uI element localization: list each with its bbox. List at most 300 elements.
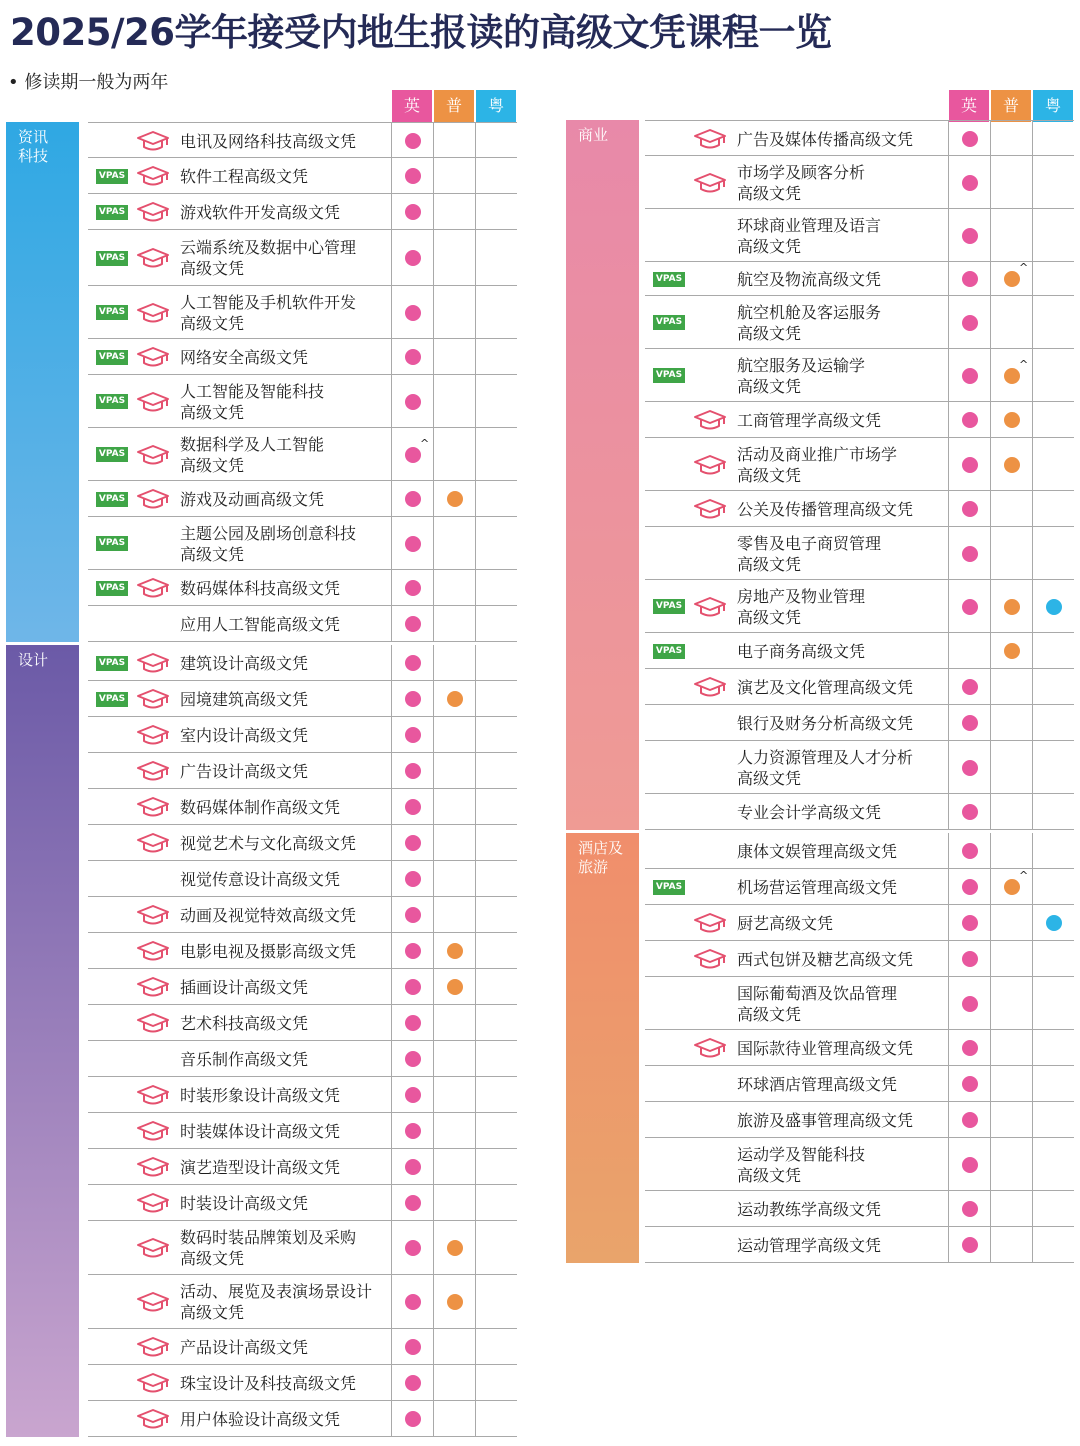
- graduation-cap-icon: [136, 346, 170, 368]
- language-cell-en: [391, 606, 433, 641]
- course-row: [88, 428, 517, 481]
- language-cell-yue: [475, 375, 517, 427]
- language-cell-pu: [990, 156, 1032, 208]
- course-name: 云端系统及数据中心管理 高级文凭: [180, 238, 357, 278]
- availability-dot-yue: [1046, 915, 1062, 931]
- language-cell-pu: [433, 194, 475, 229]
- course-row: [645, 833, 1074, 869]
- language-cell-en: [391, 286, 433, 338]
- course-name: 运动教练学高级文凭: [737, 1199, 882, 1219]
- language-cell-yue: [1032, 905, 1074, 940]
- language-cell-yue: [475, 933, 517, 968]
- graduation-cap-icon: [136, 130, 170, 152]
- language-cell-en: [948, 580, 990, 632]
- language-cell-pu: [990, 977, 1032, 1029]
- course-name: 航空机舱及客运服务 高级文凭: [737, 302, 882, 343]
- footnote-caret-mark: ^: [1019, 261, 1029, 274]
- language-cell-pu: [433, 428, 475, 480]
- graduation-cap-icon: [136, 391, 170, 413]
- vpas-badge: VPAS: [96, 581, 128, 596]
- course-name: 航空及物流高级文凭: [737, 269, 882, 289]
- language-cell-en: [391, 1041, 433, 1076]
- language-cell-pu: [433, 897, 475, 932]
- vpas-badge: VPAS: [96, 251, 128, 266]
- availability-dot-en: [405, 727, 421, 743]
- course-name: 数据科学及人工智能 高级文凭: [180, 434, 325, 475]
- language-cell-pu: [990, 705, 1032, 740]
- course-name: 时装媒体设计高级文凭: [180, 1121, 341, 1141]
- language-cell-en: [948, 1102, 990, 1137]
- course-row: [645, 741, 1074, 794]
- language-cell-yue: [475, 717, 517, 752]
- course-row: [645, 1030, 1074, 1066]
- language-cell-yue: [1032, 438, 1074, 490]
- availability-dot-en: [405, 1015, 421, 1031]
- language-cell-pu: [990, 941, 1032, 976]
- graduation-cap-icon: [693, 128, 727, 150]
- availability-dot-pu: [1004, 271, 1020, 287]
- language-cell-pu: [990, 527, 1032, 579]
- category-label: 资讯 科技: [18, 128, 49, 165]
- language-cell-yue: [1032, 669, 1074, 704]
- course-row: [88, 1113, 517, 1149]
- graduation-cap-icon: [693, 498, 727, 520]
- course-row: [645, 669, 1074, 705]
- course-row: [645, 905, 1074, 941]
- course-name: 银行及财务分析高级文凭: [737, 713, 914, 733]
- language-header-en: 英: [949, 90, 989, 122]
- availability-dot-en: [962, 1157, 978, 1173]
- course-row: [88, 1077, 517, 1113]
- course-row: [645, 120, 1074, 156]
- availability-dot-en: [405, 536, 421, 552]
- category-bar: [566, 120, 639, 830]
- language-cell-en: [948, 527, 990, 579]
- course-name: 航空服务及运输学 高级文凭: [737, 355, 866, 396]
- graduation-cap-icon: [136, 488, 170, 510]
- language-cell-en: [391, 825, 433, 860]
- course-name: 室内设计高级文凭: [180, 725, 309, 745]
- graduation-cap-icon: [136, 1084, 170, 1106]
- vpas-badge: VPAS: [96, 169, 128, 184]
- course-name: 插画设计高级文凭: [180, 977, 309, 997]
- availability-dot-en: [962, 457, 978, 473]
- course-name: 游戏软件开发高级文凭: [180, 202, 341, 222]
- graduation-cap-icon: [136, 165, 170, 187]
- graduation-cap-icon: [136, 1192, 170, 1214]
- language-cell-pu: [990, 794, 1032, 829]
- language-cell-pu: [990, 491, 1032, 526]
- language-cell-yue: [475, 570, 517, 605]
- course-row: [88, 517, 517, 570]
- language-cell-pu: [990, 580, 1032, 632]
- language-cell-pu: [990, 402, 1032, 437]
- availability-dot-en: [405, 763, 421, 779]
- language-cell-yue: [475, 825, 517, 860]
- availability-dot-en: [405, 349, 421, 365]
- language-header-pu: 普: [991, 90, 1031, 122]
- availability-dot-en: [405, 447, 421, 463]
- course-row: [645, 1138, 1074, 1191]
- language-cell-en: [391, 1077, 433, 1112]
- graduation-cap-icon: [693, 454, 727, 476]
- graduation-cap-icon: [136, 1336, 170, 1358]
- course-row: [645, 491, 1074, 527]
- course-name: 运动管理学高级文凭: [737, 1235, 882, 1255]
- language-cell-yue: [475, 339, 517, 374]
- language-cell-pu: [990, 833, 1032, 868]
- vpas-badge: VPAS: [96, 350, 128, 365]
- course-name: 环球商业管理及语言 高级文凭: [737, 215, 882, 256]
- vpas-badge: VPAS: [653, 272, 685, 287]
- graduation-cap-icon: [693, 409, 727, 431]
- language-cell-en: [391, 428, 433, 480]
- language-cell-en: [391, 481, 433, 516]
- language-cell-pu: [433, 753, 475, 788]
- language-cell-yue: [475, 606, 517, 641]
- footnote-caret-mark: ^: [1019, 357, 1029, 371]
- course-name: 时装设计高级文凭: [180, 1193, 309, 1213]
- language-cell-yue: [475, 286, 517, 338]
- vpas-badge: VPAS: [653, 644, 685, 659]
- language-cell-yue: [1032, 794, 1074, 829]
- course-row: [645, 402, 1074, 438]
- language-cell-en: [391, 517, 433, 569]
- availability-dot-en: [962, 951, 978, 967]
- language-cell-yue: [1032, 833, 1074, 868]
- availability-dot-en: [405, 1087, 421, 1103]
- language-cell-yue: [475, 753, 517, 788]
- language-cell-pu: [433, 123, 475, 157]
- availability-dot-en: [962, 760, 978, 776]
- availability-dot-en: [405, 168, 421, 184]
- language-cell-pu: [433, 861, 475, 896]
- vpas-badge: VPAS: [653, 880, 685, 895]
- course-name: 用户体验设计高级文凭: [180, 1409, 341, 1429]
- availability-dot-en: [405, 979, 421, 995]
- course-name: 活动、展览及表演场景设计 高级文凭: [180, 1282, 373, 1322]
- course-row: [645, 794, 1074, 830]
- language-cell-yue: [475, 1113, 517, 1148]
- language-cell-en: [948, 121, 990, 155]
- language-cell-pu: [990, 669, 1032, 704]
- vpas-badge: VPAS: [96, 447, 128, 462]
- language-cell-yue: [475, 681, 517, 716]
- language-cell-en: [391, 933, 433, 968]
- availability-dot-en: [962, 1201, 978, 1217]
- language-cell-en: [948, 869, 990, 904]
- course-row: [645, 580, 1074, 633]
- language-cell-yue: [1032, 262, 1074, 295]
- availability-dot-en: [962, 1237, 978, 1253]
- language-cell-pu: [433, 717, 475, 752]
- language-cell-yue: [1032, 1227, 1074, 1262]
- graduation-cap-icon: [136, 444, 170, 466]
- course-row: [645, 209, 1074, 262]
- course-name: 演艺及文化管理高级文凭: [737, 677, 914, 697]
- language-cell-en: [948, 741, 990, 793]
- course-row: [88, 753, 517, 789]
- graduation-cap-icon: [136, 904, 170, 926]
- course-name: 数码媒体科技高级文凭: [180, 578, 341, 598]
- course-name: 软件工程高级文凭: [180, 166, 309, 186]
- course-row: [645, 1191, 1074, 1227]
- availability-dot-en: [405, 250, 421, 266]
- vpas-badge: VPAS: [96, 205, 128, 220]
- course-name: 视觉传意设计高级文凭: [180, 869, 341, 889]
- graduation-cap-icon: [693, 1037, 727, 1059]
- language-cell-en: [391, 1401, 433, 1436]
- course-row: [645, 869, 1074, 905]
- language-cell-en: [391, 717, 433, 752]
- footnote-caret-mark: ^: [1019, 869, 1029, 882]
- study-duration-note: • 修读期一般为两年: [8, 72, 169, 93]
- language-cell-yue: [475, 194, 517, 229]
- graduation-cap-icon: [136, 1012, 170, 1034]
- language-cell-pu: [990, 633, 1032, 668]
- language-cell-pu: [990, 296, 1032, 348]
- graduation-cap-icon: [136, 1372, 170, 1394]
- language-cell-yue: [475, 481, 517, 516]
- availability-dot-en: [405, 799, 421, 815]
- language-cell-en: [948, 905, 990, 940]
- course-row: [88, 339, 517, 375]
- availability-dot-pu: [447, 1240, 463, 1256]
- course-row: [645, 262, 1074, 296]
- course-name: 数码时装品牌策划及采购 高级文凭: [180, 1228, 357, 1268]
- language-cell-en: [391, 194, 433, 229]
- graduation-cap-icon: [136, 688, 170, 710]
- course-row: [88, 122, 517, 158]
- course-row: [88, 897, 517, 933]
- language-cell-pu: [433, 517, 475, 569]
- course-row: [88, 230, 517, 286]
- graduation-cap-icon: [693, 676, 727, 698]
- course-row: [88, 606, 517, 642]
- availability-dot-en: [962, 843, 978, 859]
- language-cell-yue: [1032, 491, 1074, 526]
- language-cell-en: [948, 977, 990, 1029]
- availability-dot-yue: [1046, 599, 1062, 615]
- course-name: 园境建筑高级文凭: [180, 689, 309, 709]
- availability-dot-pu: [447, 491, 463, 507]
- language-cell-pu: [990, 438, 1032, 490]
- language-cell-en: [948, 833, 990, 868]
- graduation-cap-icon: [136, 1408, 170, 1430]
- category-label: 商业: [578, 126, 609, 144]
- language-cell-yue: [475, 1041, 517, 1076]
- graduation-cap-icon: [136, 201, 170, 223]
- language-cell-yue: [475, 158, 517, 193]
- course-name: 人工智能及手机软件开发 高级文凭: [180, 292, 357, 333]
- language-cell-en: [948, 1030, 990, 1065]
- graduation-cap-icon: [693, 172, 727, 194]
- language-cell-pu: [433, 1041, 475, 1076]
- language-cell-en: [948, 349, 990, 401]
- availability-dot-en: [405, 835, 421, 851]
- language-cell-en: [391, 969, 433, 1004]
- language-cell-en: [391, 681, 433, 716]
- language-cell-yue: [1032, 580, 1074, 632]
- language-cell-en: [948, 1066, 990, 1101]
- language-cell-pu: [433, 825, 475, 860]
- language-cell-yue: [475, 1185, 517, 1220]
- graduation-cap-icon: [136, 796, 170, 818]
- graduation-cap-icon: [136, 1120, 170, 1142]
- course-row: [88, 861, 517, 897]
- course-name: 艺术科技高级文凭: [180, 1013, 309, 1033]
- availability-dot-pu: [447, 979, 463, 995]
- availability-dot-en: [405, 1411, 421, 1427]
- language-cell-yue: [475, 1149, 517, 1184]
- language-cell-pu: [433, 1149, 475, 1184]
- language-cell-pu: [990, 741, 1032, 793]
- language-cell-pu: [433, 230, 475, 285]
- course-row: [88, 789, 517, 825]
- availability-dot-en: [962, 412, 978, 428]
- language-cell-pu: [990, 905, 1032, 940]
- language-cell-yue: [1032, 349, 1074, 401]
- vpas-badge: VPAS: [96, 536, 128, 551]
- course-row: [645, 1066, 1074, 1102]
- language-cell-yue: [475, 789, 517, 824]
- language-cell-en: [391, 861, 433, 896]
- course-name: 主题公园及剧场创意科技 高级文凭: [180, 523, 357, 564]
- language-cell-pu: [433, 1275, 475, 1328]
- language-cell-pu: [433, 681, 475, 716]
- course-row: [88, 1149, 517, 1185]
- course-name: 电讯及网络科技高级文凭: [180, 131, 357, 151]
- availability-dot-en: [405, 133, 421, 149]
- language-cell-en: [391, 1005, 433, 1040]
- availability-dot-pu: [1004, 368, 1020, 384]
- language-cell-yue: [475, 1329, 517, 1364]
- language-cell-yue: [475, 645, 517, 680]
- course-name: 人力资源管理及人才分析 高级文凭: [737, 747, 914, 788]
- vpas-badge: VPAS: [653, 599, 685, 614]
- language-cell-en: [391, 1221, 433, 1274]
- course-name: 人工智能及智能科技 高级文凭: [180, 381, 325, 422]
- graduation-cap-icon: [136, 247, 170, 269]
- graduation-cap-icon: [136, 1237, 170, 1259]
- language-cell-yue: [1032, 741, 1074, 793]
- language-cell-yue: [1032, 209, 1074, 261]
- language-cell-yue: [475, 1005, 517, 1040]
- graduation-cap-icon: [136, 724, 170, 746]
- availability-dot-en: [962, 715, 978, 731]
- availability-dot-en: [405, 1159, 421, 1175]
- language-cell-pu: [990, 1227, 1032, 1262]
- course-row: [645, 1227, 1074, 1263]
- course-name: 数码媒体制作高级文凭: [180, 797, 341, 817]
- availability-dot-en: [962, 996, 978, 1012]
- graduation-cap-icon: [693, 596, 727, 618]
- course-row: [88, 1365, 517, 1401]
- course-row: [645, 296, 1074, 349]
- language-cell-yue: [1032, 869, 1074, 904]
- language-cell-yue: [1032, 1138, 1074, 1190]
- language-cell-yue: [1032, 1066, 1074, 1101]
- language-cell-yue: [1032, 527, 1074, 579]
- availability-dot-en: [962, 879, 978, 895]
- course-row: [645, 977, 1074, 1030]
- language-cell-yue: [1032, 941, 1074, 976]
- course-row: [88, 681, 517, 717]
- course-row: [645, 527, 1074, 580]
- course-name: 旅游及盛事管理高级文凭: [737, 1110, 914, 1130]
- language-cell-pu: [433, 1185, 475, 1220]
- language-cell-yue: [475, 1365, 517, 1400]
- availability-dot-en: [405, 491, 421, 507]
- course-name: 公关及传播管理高级文凭: [737, 499, 914, 519]
- language-cell-en: [948, 438, 990, 490]
- course-name: 珠宝设计及科技高级文凭: [180, 1373, 357, 1393]
- course-name: 国际葡萄酒及饮品管理 高级文凭: [737, 983, 898, 1024]
- course-name: 活动及商业推广市场学 高级文凭: [737, 444, 898, 485]
- course-row: [645, 349, 1074, 402]
- language-cell-yue: [475, 1275, 517, 1328]
- availability-dot-en: [405, 1123, 421, 1139]
- language-cell-en: [391, 375, 433, 427]
- availability-dot-pu: [1004, 457, 1020, 473]
- availability-dot-pu: [1004, 643, 1020, 659]
- language-cell-yue: [1032, 1191, 1074, 1226]
- vpas-badge: VPAS: [653, 368, 685, 383]
- graduation-cap-icon: [136, 976, 170, 998]
- course-name: 产品设计高级文凭: [180, 1337, 309, 1357]
- course-row: [88, 1401, 517, 1437]
- language-cell-yue: [1032, 402, 1074, 437]
- language-cell-pu: [990, 1191, 1032, 1226]
- course-name: 广告及媒体传播高级文凭: [737, 129, 914, 149]
- course-row: [88, 645, 517, 681]
- graduation-cap-icon: [136, 1291, 170, 1313]
- category-bar: [6, 645, 79, 1437]
- language-cell-pu: [433, 1005, 475, 1040]
- language-cell-en: [391, 123, 433, 157]
- course-row: [88, 825, 517, 861]
- language-cell-yue: [475, 123, 517, 157]
- graduation-cap-icon: [136, 577, 170, 599]
- footnote-caret-mark: ^: [420, 436, 430, 450]
- language-cell-pu: [433, 1113, 475, 1148]
- graduation-cap-icon: [136, 302, 170, 324]
- language-cell-en: [391, 158, 433, 193]
- course-row: [645, 156, 1074, 209]
- course-row: [88, 1041, 517, 1077]
- course-row: [645, 705, 1074, 741]
- course-name: 西式包饼及糖艺高级文凭: [737, 949, 914, 969]
- course-name: 电影电视及摄影高级文凭: [180, 941, 357, 961]
- language-cell-pu: [990, 1102, 1032, 1137]
- availability-dot-en: [405, 1294, 421, 1310]
- course-name: 时装形象设计高级文凭: [180, 1085, 341, 1105]
- language-cell-yue: [475, 1221, 517, 1274]
- language-cell-yue: [1032, 705, 1074, 740]
- course-name: 应用人工智能高级文凭: [180, 614, 341, 634]
- course-name: 房地产及物业管理 高级文凭: [737, 586, 866, 627]
- language-cell-en: [391, 645, 433, 680]
- graduation-cap-icon: [693, 912, 727, 934]
- availability-dot-en: [405, 580, 421, 596]
- course-name: 国际款待业管理高级文凭: [737, 1038, 914, 1058]
- language-cell-en: [948, 209, 990, 261]
- category-label: 酒店及 旅游: [578, 839, 624, 876]
- availability-dot-en: [962, 679, 978, 695]
- course-row: [645, 438, 1074, 491]
- course-row: [88, 570, 517, 606]
- course-name: 工商管理学高级文凭: [737, 410, 882, 430]
